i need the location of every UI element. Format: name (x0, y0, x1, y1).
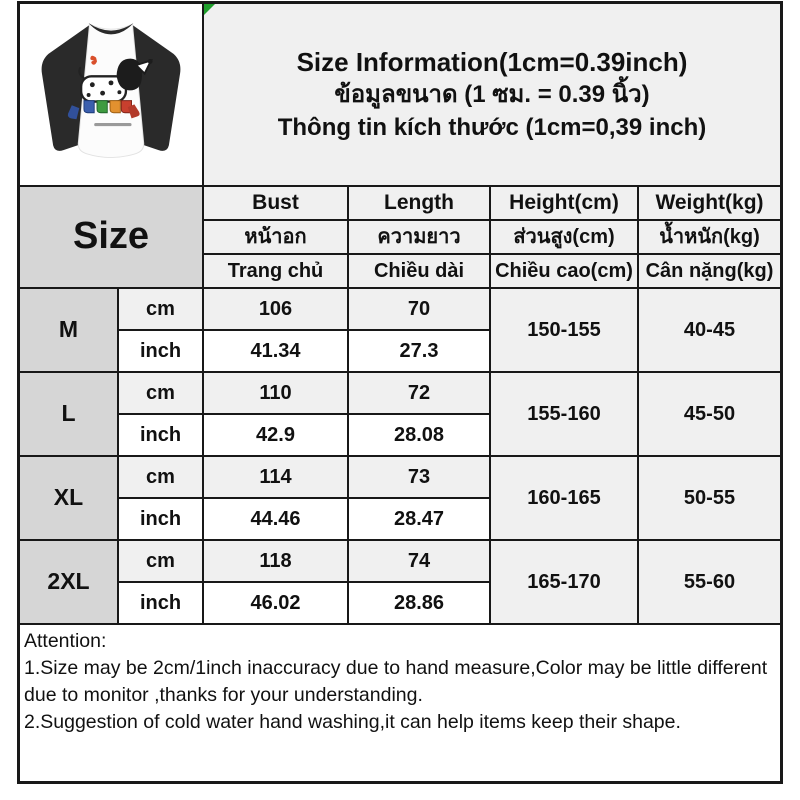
header-height-th: ส่วนสูง(cm) (491, 221, 637, 253)
attention-note-1: 1.Size may be 2cm/1inch inaccuracy due to hand measure,Color may be little different due to monitor ,thanks for your understanding. (24, 657, 768, 706)
2xl-height: 165-170 (491, 541, 637, 623)
xl-bust-cm: 114 (204, 457, 347, 497)
l-bust-inch: 42.9 (204, 415, 347, 455)
m-bust-cm: 106 (204, 289, 347, 329)
l-length-cm: 72 (349, 373, 489, 413)
size-chart-sheet (17, 1, 783, 784)
tshirt-image (27, 11, 195, 179)
unit-inch-label: inch (119, 583, 202, 623)
unit-inch-label: inch (119, 331, 202, 371)
m-length-inch: 27.3 (349, 331, 489, 371)
unit-inch-label: inch (119, 499, 202, 539)
header-length-vi: Chiều dài (349, 255, 489, 287)
m-weight: 40-45 (639, 289, 780, 371)
unit-cm-label: cm (119, 373, 202, 413)
header-weight-en: Weight(kg) (639, 187, 780, 219)
header-length-th: ความยาว (349, 221, 489, 253)
header-height-vi: Chiều cao(cm) (491, 255, 637, 287)
2xl-bust-cm: 118 (204, 541, 347, 581)
xl-length-inch: 28.47 (349, 499, 489, 539)
title-thai: ข้อมูลขนาด (1 ซม. = 0.39 นิ้ว) (334, 81, 650, 109)
attention-note-2: 2.Suggestion of cold water hand washing,it can help items keep their shape. (24, 711, 681, 733)
2xl-length-inch: 28.86 (349, 583, 489, 623)
size-cell-m: M (20, 289, 117, 371)
xl-height: 160-165 (491, 457, 637, 539)
size-cell-xl: XL (20, 457, 117, 539)
header-bust-en: Bust (204, 187, 347, 219)
unit-cm-label: cm (119, 289, 202, 329)
l-weight: 45-50 (639, 373, 780, 455)
xl-length-cm: 73 (349, 457, 489, 497)
l-height: 155-160 (491, 373, 637, 455)
size-header-cell: Size (20, 187, 202, 287)
header-bust-vi: Trang chủ (204, 255, 347, 287)
l-length-inch: 28.08 (349, 415, 489, 455)
attention-section (20, 625, 780, 781)
unit-cm-label: cm (119, 457, 202, 497)
2xl-length-cm: 74 (349, 541, 489, 581)
header-bust-th: หน้าอก (204, 221, 347, 253)
header-length-en: Length (349, 187, 489, 219)
unit-cm-label: cm (119, 541, 202, 581)
size-cell-2xl: 2XL (20, 541, 117, 623)
product-image-cell (20, 4, 202, 185)
attention-heading: Attention: (24, 630, 107, 652)
size-cell-l: L (20, 373, 117, 455)
unit-inch-label: inch (119, 415, 202, 455)
title-english: Size Information(1cm=0.39inch) (296, 46, 688, 77)
print-caption-marks (94, 123, 131, 126)
xl-bust-inch: 44.46 (204, 499, 347, 539)
excel-corner-marker (204, 4, 215, 15)
m-length-cm: 70 (349, 289, 489, 329)
header-weight-vi: Cân nặng(kg) (639, 255, 780, 287)
header-weight-th: น้ำหนัก(kg) (639, 221, 780, 253)
l-bust-cm: 110 (204, 373, 347, 413)
2xl-weight: 55-60 (639, 541, 780, 623)
xl-weight: 50-55 (639, 457, 780, 539)
m-bust-inch: 41.34 (204, 331, 347, 371)
title-vietnamese: Thông tin kích thước (1cm=0,39 inch) (277, 113, 707, 141)
size-info-title-cell (204, 4, 780, 185)
m-height: 150-155 (491, 289, 637, 371)
2xl-bust-inch: 46.02 (204, 583, 347, 623)
header-height-en: Height(cm) (491, 187, 637, 219)
